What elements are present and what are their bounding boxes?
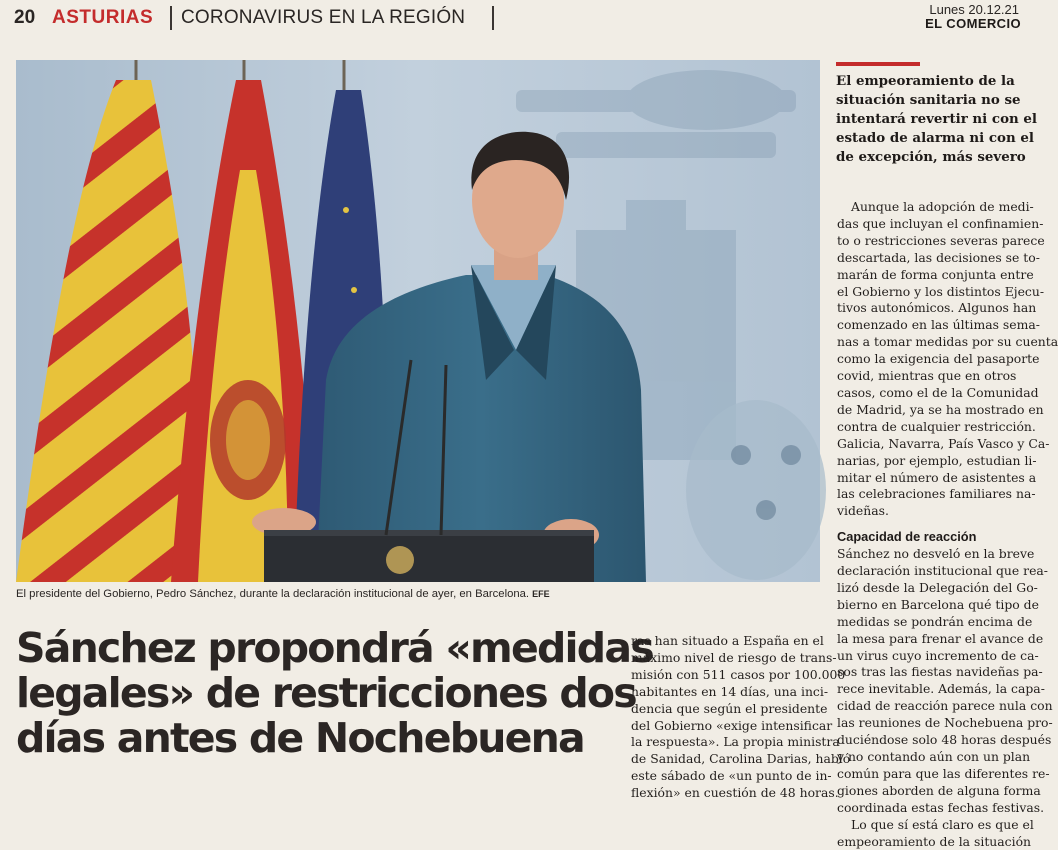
body-line: máximo nivel de riesgo de trans- <box>631 649 837 665</box>
article-lead <box>836 72 1038 167</box>
header-divider <box>170 6 172 30</box>
body-line: cidad de reacción parece nula con <box>837 698 1053 714</box>
issue-date: Lunes 20.12.21 <box>929 2 1019 17</box>
section-name: ASTURIAS <box>52 7 154 28</box>
body-line: coordinada estas fechas festivas. <box>837 799 1045 815</box>
body-line: ras han situado a España en el <box>631 633 824 648</box>
body-line: común para que las diferentes re- <box>837 765 1050 781</box>
body-line: rece inevitable. Además, la capa- <box>837 681 1045 697</box>
body-line: sos tras las fiestas navideñas pa- <box>837 664 1043 680</box>
body-line: marán de forma conjunta entre <box>837 266 1034 282</box>
body-line: del Gobierno «exige intensificar <box>631 717 833 733</box>
body-line: casos, como el de la Comunidad <box>837 384 1039 400</box>
article-subhead: Capacidad de reacción <box>837 529 977 545</box>
body-line: de Madrid, ya se ha mostrado en <box>837 401 1044 417</box>
lead-line: intentará revertir ni con el <box>836 111 1038 127</box>
article-headline <box>16 624 653 762</box>
lead-line: El empeoramiento de la <box>836 73 1015 89</box>
body-line: las celebraciones familiares na- <box>837 486 1036 502</box>
body-line: el Gobierno y los distintos Ejecu- <box>837 283 1045 299</box>
body-line: la mesa para frenar el avance de <box>837 630 1044 646</box>
body-line: comenzado en las últimas sema- <box>837 317 1040 333</box>
body-line: las reuniones de Nochebuena pro- <box>837 715 1053 731</box>
body-line: dencia que según el presidente <box>631 700 828 716</box>
news-photo <box>16 60 820 582</box>
body-line: Aunque la adopción de medi- <box>851 199 1034 214</box>
body-line: misión con 511 casos por 100.000 <box>631 666 846 682</box>
lead-line: situación sanitaria no se <box>836 92 1021 108</box>
body-line: de Sanidad, Carolina Darias, habló <box>631 751 851 767</box>
body-line: Galicia, Navarra, País Vasco y Ca- <box>837 435 1050 451</box>
lead-line: estado de alarma ni con el <box>836 130 1034 146</box>
body-line: tivos autonómicos. Algunos han <box>837 300 1037 316</box>
lead-accent-bar <box>836 62 920 66</box>
body-column-middle <box>631 633 851 802</box>
body-line: un virus cuyo incremento de ca- <box>837 647 1039 663</box>
body-line: videñas. <box>837 503 889 519</box>
body-column-right <box>837 199 1058 850</box>
headline-line: legales» de restricciones dos <box>16 669 636 717</box>
photo-caption <box>16 588 820 600</box>
body-line: nas a tomar medidas por su cuenta <box>837 334 1058 350</box>
photo-illustration <box>16 60 820 582</box>
body-line: Sánchez no desveló en la breve <box>837 546 1035 562</box>
body-line: contra de cualquier restricción. <box>837 418 1036 434</box>
body-line: giones aborden de alguna forma <box>837 782 1041 798</box>
caption-text: El presidente del Gobierno, Pedro Sánchez, durante la declaración institucional de ayer, en Barcelona. <box>16 588 530 600</box>
header-divider <box>492 6 494 30</box>
body-line: lizó desde la Delegación del Go- <box>837 579 1038 595</box>
body-line: flexión» en cuestión de 48 horas. <box>631 785 839 801</box>
body-line: habitantes en 14 días, una inci- <box>631 683 829 699</box>
lead-line: de excepción, más severo <box>836 149 1026 165</box>
headline-line: días antes de Nochebuena <box>16 714 584 762</box>
body-line: to o restricciones severas parece <box>837 232 1045 248</box>
section-topic: CORONAVIRUS EN LA REGIÓN <box>181 7 466 28</box>
body-line: mitar el número de asistentes a <box>837 469 1037 485</box>
page-header <box>0 0 1031 34</box>
body-line: das que incluyan el confinamien- <box>837 215 1044 231</box>
body-line: descartada, las decisiones se to- <box>837 249 1040 265</box>
body-line: medidas se pondrán encima de <box>837 613 1033 629</box>
photo-credit: EFE <box>532 589 550 599</box>
body-line: declaración institucional que rea- <box>837 563 1048 579</box>
body-line: covid, mientras que en otros <box>837 368 1017 384</box>
page-number: 20 <box>14 7 36 28</box>
body-line: bierno en Barcelona qué tipo de <box>837 596 1039 612</box>
body-line: la respuesta». La propia ministra <box>631 734 840 750</box>
body-line: este sábado de «un punto de in- <box>631 768 832 784</box>
headline-line: Sánchez propondrá «medidas <box>16 624 653 672</box>
body-line: y no contando aún con un plan <box>837 749 1031 764</box>
body-line: como la exigencia del pasaporte <box>837 351 1040 367</box>
body-line: Lo que sí está claro es que el <box>851 816 1034 832</box>
body-line: duciéndose solo 48 horas después <box>837 732 1052 748</box>
body-line: empeoramiento de la situación <box>837 833 1032 849</box>
newspaper-name: EL COMERCIO <box>925 16 1021 31</box>
body-line: narias, por ejemplo, estudian li- <box>837 452 1037 468</box>
